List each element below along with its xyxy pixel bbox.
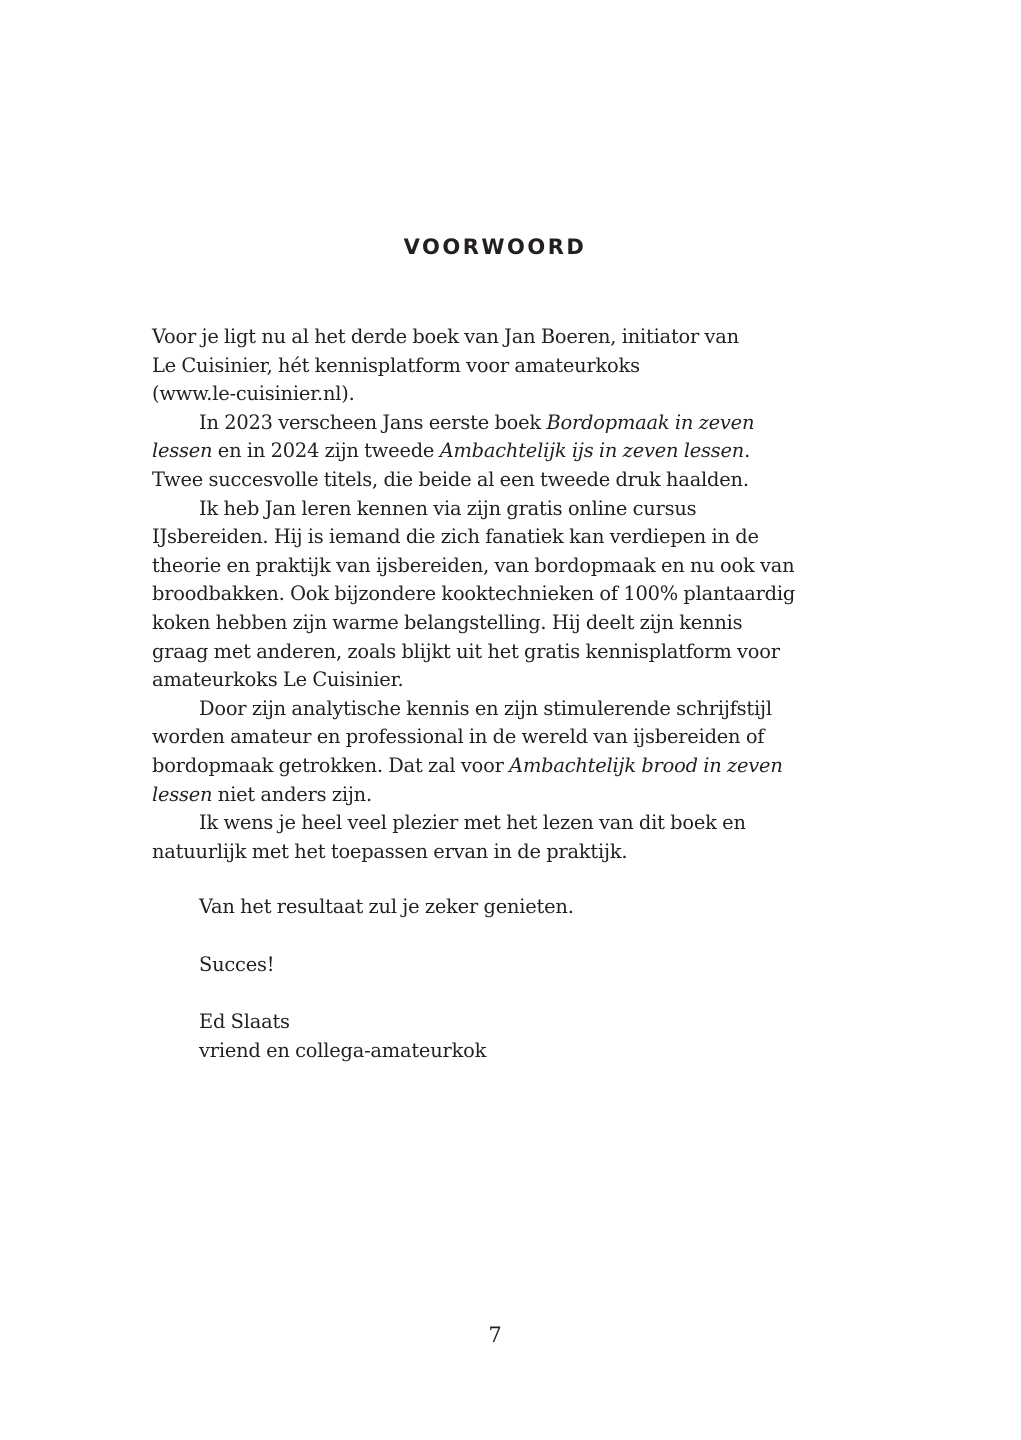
book-title-ambachtelijk-ijs: Ambachtelijk ijs in zeven lessen bbox=[439, 439, 745, 463]
text-line bbox=[152, 409, 842, 438]
foreword-body bbox=[152, 323, 842, 866]
book-title-bordopmaak: Bordopmaak in zeven bbox=[546, 410, 755, 434]
book-title-ambachtelijk-brood: Ambachtelijk brood in zeven bbox=[509, 753, 783, 777]
book-title-bordopmaak-cont: lessen bbox=[152, 439, 213, 463]
text-line: worden amateur en professional in de wereld van ijsbereiden of bbox=[152, 725, 765, 749]
text-line: natuurlijk met het toepassen ervan in de praktijk. bbox=[152, 839, 628, 863]
paragraph-3 bbox=[152, 495, 842, 695]
text-run: bordopmaak getrokken. Dat zal voor bbox=[152, 753, 510, 777]
signature-name: Ed Slaats bbox=[199, 1010, 290, 1033]
text-line: Voor je ligt nu al het derde boek van Jan Boeren, initiator van bbox=[152, 325, 739, 348]
text-line bbox=[152, 752, 842, 781]
paragraph-1 bbox=[152, 323, 842, 409]
text-run: In 2023 verscheen Jans eerste boek bbox=[199, 410, 547, 434]
signature bbox=[199, 1008, 486, 1065]
text-line: (www.le-cuisinier.nl). bbox=[152, 382, 355, 406]
paragraph-4 bbox=[152, 695, 842, 809]
text-line: Ik wens je heel veel plezier met het lezen van dit boek en bbox=[199, 811, 746, 835]
text-line: IJsbereiden. Hij is iemand die zich fanatiek kan verdiepen in de bbox=[152, 525, 759, 549]
closing-line: Van het resultaat zul je zeker genieten. bbox=[199, 895, 574, 918]
page-number: 7 bbox=[488, 1323, 502, 1347]
text-run: . bbox=[744, 439, 751, 463]
paragraph-2 bbox=[152, 409, 842, 495]
text-line: theorie en praktijk van ijsbereiden, van bordopmaak en nu ook van bbox=[152, 553, 795, 577]
paragraph-5 bbox=[152, 809, 842, 866]
chapter-heading: VOORWOORD bbox=[403, 235, 587, 259]
text-line bbox=[152, 781, 842, 810]
text-run: en in 2024 zijn tweede bbox=[212, 439, 440, 463]
text-line bbox=[152, 437, 842, 466]
text-line: Le Cuisinier, hét kennisplatform voor amateurkoks bbox=[152, 353, 640, 377]
text-line: amateurkoks Le Cuisinier. bbox=[152, 668, 404, 692]
book-title-ambachtelijk-brood-cont: lessen bbox=[152, 782, 213, 806]
text-run: niet anders zijn. bbox=[212, 782, 372, 806]
signature-title: vriend en collega-amateurkok bbox=[199, 1038, 487, 1062]
text-line: koken hebben zijn warme belangstelling. Hij deelt zijn kennis bbox=[152, 610, 743, 634]
text-line: Ik heb Jan leren kennen via zijn gratis online cursus bbox=[199, 496, 697, 520]
text-line: Door zijn analytische kennis en zijn stimulerende schrijfstijl bbox=[199, 696, 772, 720]
text-line: Twee succesvolle titels, die beide al een tweede druk haalden. bbox=[152, 467, 749, 491]
text-line: graag met anderen, zoals blijkt uit het gratis kennisplatform voor bbox=[152, 639, 780, 663]
closing-greeting: Succes! bbox=[199, 953, 275, 976]
text-line: broodbakken. Ook bijzondere kooktechnieken of 100% plantaardig bbox=[152, 582, 796, 606]
